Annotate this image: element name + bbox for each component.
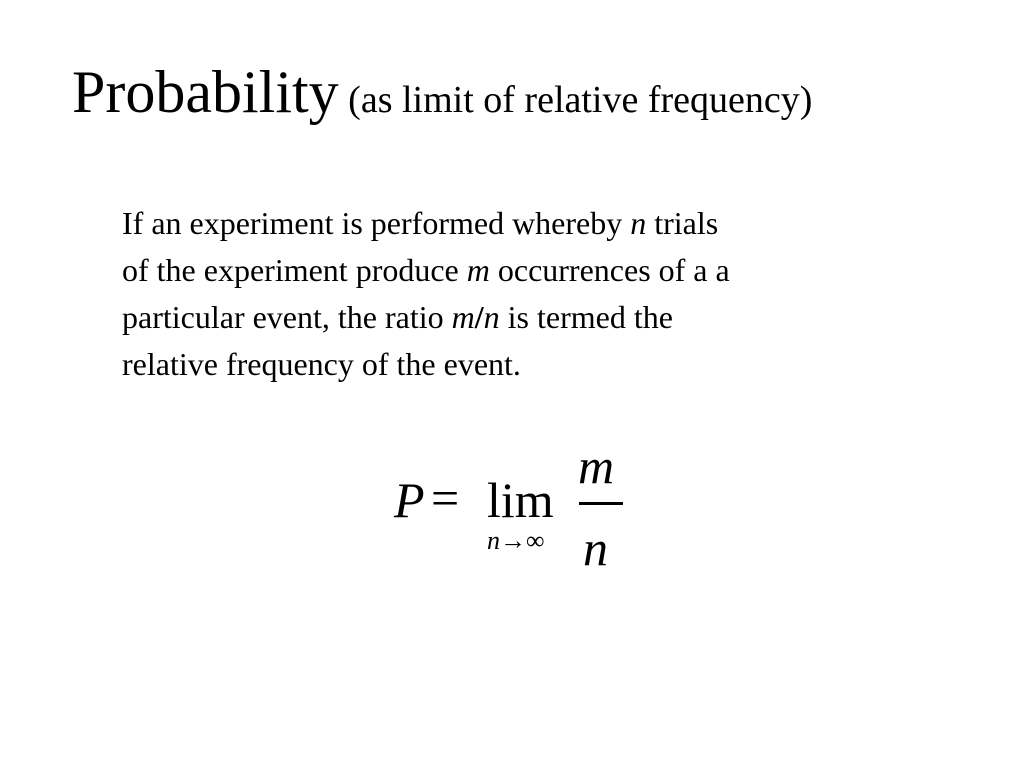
formula-equals: = [431,470,460,526]
line1-text-a: If an experiment is performed whereby [122,205,631,241]
formula-lim: lim [487,472,554,528]
line3-text-a: particular event, the ratio [122,299,452,335]
variable-m: m [466,252,490,288]
line2-text-b: occurrences of a a [489,252,730,288]
subscript-variable: n [487,526,500,555]
subscript-arrow: →∞ [500,526,545,555]
title-main: Probability [72,59,339,125]
ratio-slash: / [474,299,484,335]
line3-text-b: is termed the [499,299,673,335]
ratio-m: m [451,299,475,335]
title-subtitle-close: ) [799,79,813,121]
formula-denominator: n [583,520,608,576]
paragraph-line-4: relative frequency of the event. [122,346,521,382]
variable-n: n [630,205,647,241]
formula-limit-subscript [487,528,545,554]
title-subtitle-open: ( [338,79,361,121]
title-subtitle: as limit of relative frequency [360,79,800,121]
fraction-bar [579,502,623,505]
line1-text-b: trials [646,205,719,241]
ratio-n: n [483,299,500,335]
formula-lhs: P [394,472,425,528]
line2-text-a: of the experiment produce [122,252,467,288]
formula-numerator: m [578,438,615,494]
